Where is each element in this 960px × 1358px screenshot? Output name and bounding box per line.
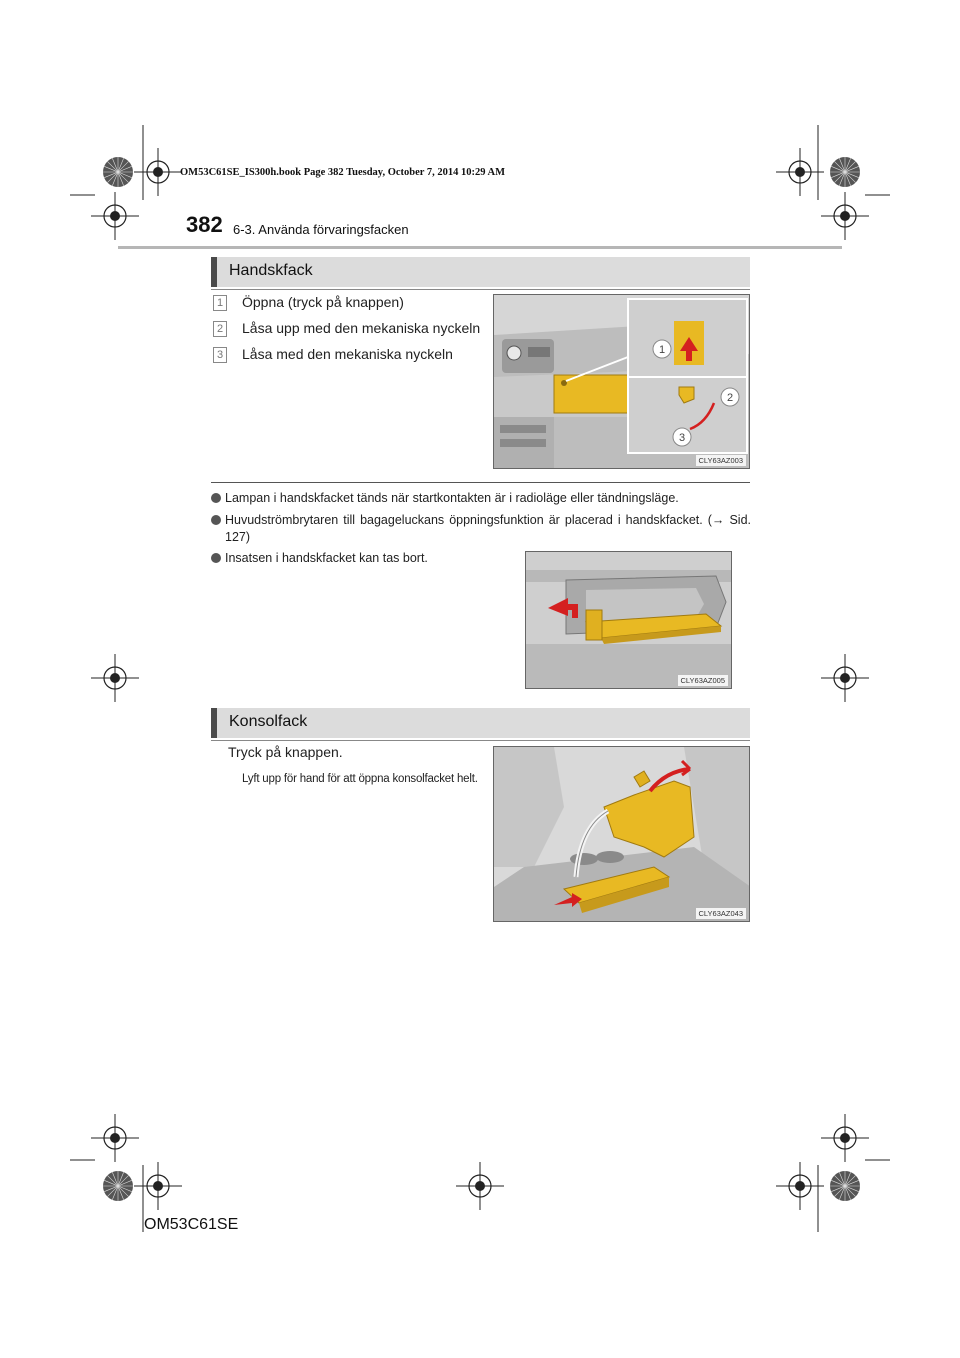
book-header: OM53C61SE_IS300h.book Page 382 Tuesday, October 7, 2014 10:29 AM	[180, 167, 506, 178]
bullet-icon	[211, 515, 221, 525]
chapter-title: 6-3. Använda förvaringsfacken	[233, 222, 409, 237]
step-text: Låsa upp med den mekaniska nyckeln	[242, 320, 481, 336]
insert-illustration	[526, 552, 732, 689]
step-text: Öppna (tryck på knappen)	[242, 294, 404, 310]
section-header-console	[211, 708, 750, 738]
page-number: 382	[186, 212, 223, 237]
header-rule	[118, 246, 842, 249]
note-insert	[225, 550, 505, 567]
console-figure	[493, 746, 750, 922]
note-trunk-switch	[225, 512, 751, 546]
note-lamp	[225, 490, 745, 507]
note-text: Insatsen i handskfacket kan tas bort.	[225, 551, 428, 565]
figure-code: CLY63AZ005	[678, 675, 728, 686]
figure-code: CLY63AZ043	[696, 908, 746, 919]
callout-1: 1	[658, 344, 666, 356]
console-subtext: Lyft upp för hand för att öppna konsolfacket helt.	[242, 773, 478, 785]
step-number: 1	[213, 295, 227, 311]
step-number: 2	[213, 321, 227, 337]
bullet-icon	[211, 493, 221, 503]
note-text: Huvudströmbrytaren till bagageluckans öppningsfunktion är placerad i handskfacket. (→ Sid. 127)	[225, 513, 751, 544]
section-title: Handskfack	[229, 262, 313, 279]
glovebox-illustration	[494, 295, 750, 469]
glovebox-figure	[493, 294, 750, 469]
callout-3: 3	[678, 432, 686, 444]
footer-doc-code: OM53C61SE	[144, 1216, 239, 1233]
section-title: Konsolfack	[229, 713, 308, 730]
note-text: Lampan i handskfacket tänds när startkontakten är i radioläge eller tändningsläge.	[225, 491, 679, 505]
figure-code: CLY63AZ003	[696, 455, 746, 466]
bullet-icon	[211, 553, 221, 563]
step-number: 3	[213, 347, 227, 363]
callout-2: 2	[726, 392, 734, 404]
console-illustration	[494, 747, 750, 922]
insert-figure	[525, 551, 732, 689]
section-divider	[211, 482, 750, 483]
console-instruction: Tryck på knappen.	[228, 744, 343, 760]
section-header-glovebox	[211, 257, 750, 287]
step-text: Låsa med den mekaniska nyckeln	[242, 346, 453, 362]
